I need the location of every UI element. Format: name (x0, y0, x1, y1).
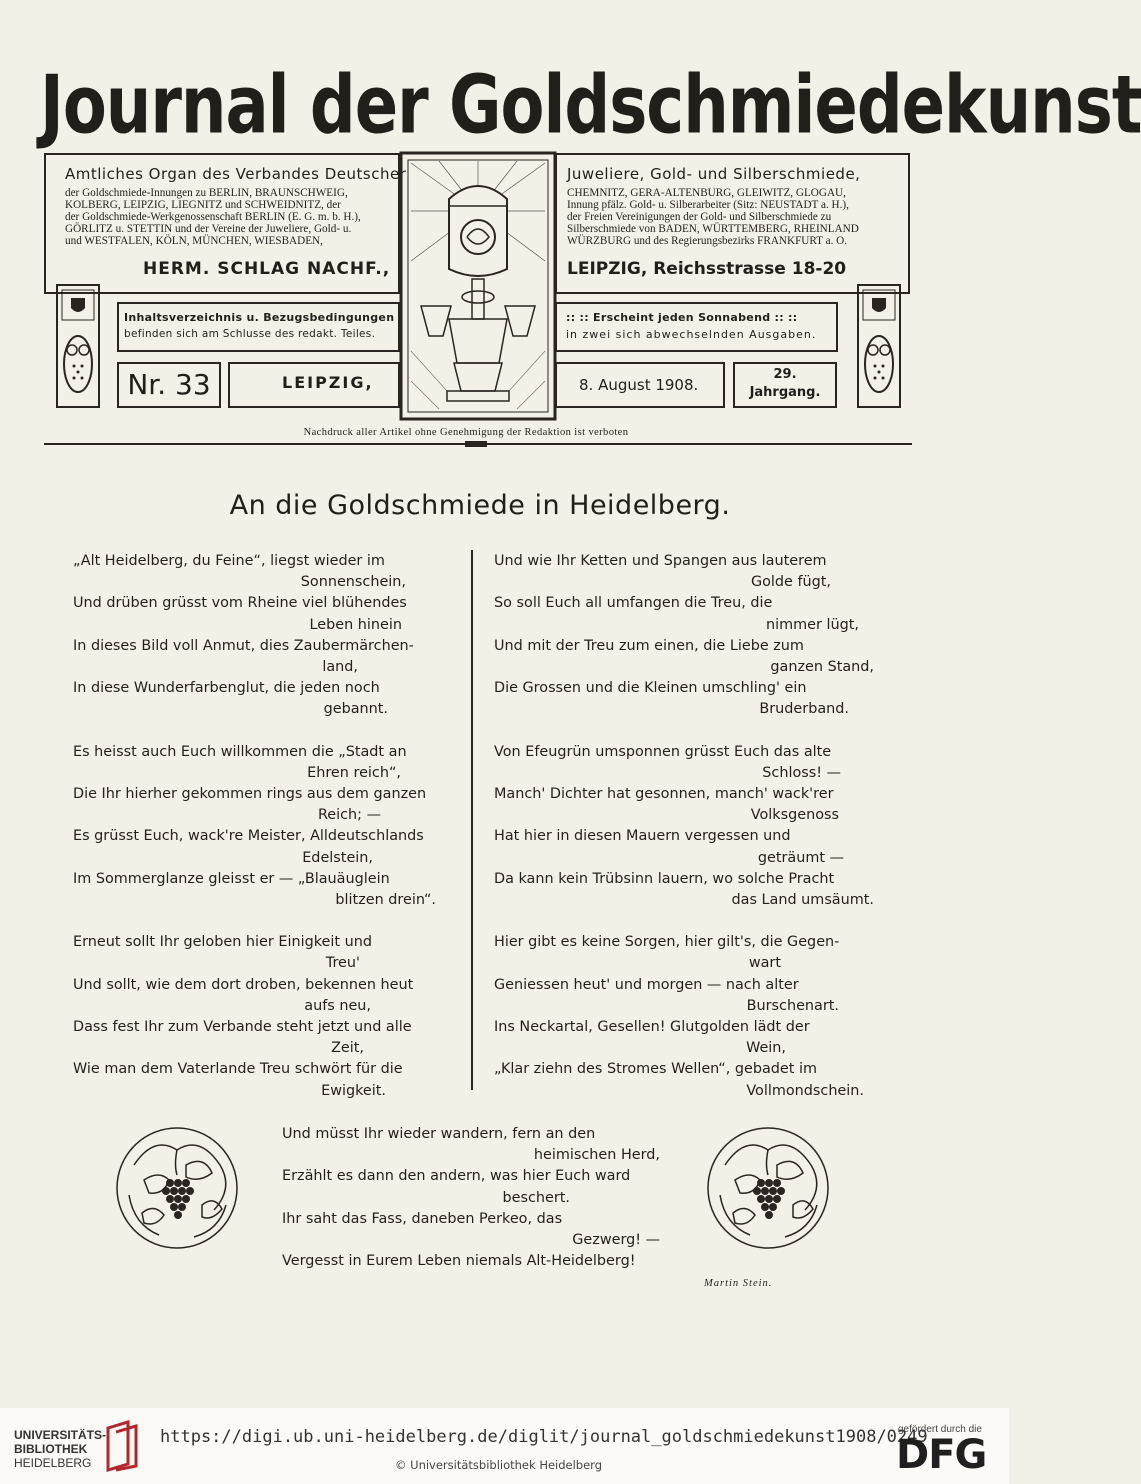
library-name-line: UNIVERSITÄTS- (14, 1428, 107, 1442)
journal-title: Journal der Goldschmiedekunst (40, 60, 1141, 153)
poem-author: Martin Stein. (704, 1278, 773, 1289)
poem-final-stanza (282, 1124, 665, 1272)
citation-url[interactable]: https://digi.ub.uni-heidelberg.de/diglit/journal_goldschmiedekunst1908/0249 (160, 1427, 928, 1447)
verse-continuation: das Land umsäumt. (731, 892, 874, 909)
publisher-address: LEIPZIG, Reichsstrasse 18-20 (567, 259, 847, 279)
issue-number: Nr. 33 (127, 368, 211, 401)
verse-line: Und mit der Treu zum einen, die Liebe zum (494, 637, 804, 654)
left-header-lines (65, 187, 361, 247)
volume-label: Jahrgang. (749, 385, 821, 400)
verse-continuation: wart (748, 955, 781, 972)
verse-line: Und drüben grüsst vom Rheine viel blühendes (73, 595, 407, 612)
stanza (73, 742, 456, 912)
verse-line: „Klar ziehn des Stromes Wellen“, gebadet im (494, 1061, 818, 1078)
verse-continuation: Gezwerg! — (572, 1232, 660, 1249)
verse-continuation: Ehren reich“, (307, 764, 401, 781)
verse-line: Geniessen heut' und morgen — nach alter (494, 976, 799, 993)
verse-line: Hat hier in diesen Mauern vergessen und (494, 828, 791, 845)
column-divider (471, 550, 473, 1090)
poem-left-column (73, 551, 456, 1123)
left-header-title: Amtliches Organ des Verbandes Deutscher (65, 165, 407, 183)
right-header-lines (567, 187, 859, 247)
verse-line: Es heisst auch Euch willkommen die „Stadt an (73, 743, 407, 760)
owl-ornament-left (56, 284, 100, 408)
verse-continuation: Bruderband. (759, 701, 849, 718)
right-header-line: Silberschmiede von BADEN, WÜRTTEMBERG, RHEINLAND (567, 223, 859, 235)
verse-line: Erzählt es dann den andern, was hier Euch ward (282, 1168, 631, 1185)
verse-continuation: Golde fügt, (750, 574, 831, 591)
contents-box-text (124, 309, 394, 343)
place: LEIPZIG, (282, 373, 374, 392)
verse-line: Erneut sollt Ihr geloben hier Einigkeit und (73, 934, 372, 951)
owl-ornament-right (857, 284, 901, 408)
issue-date: 8. August 1908. (579, 376, 699, 394)
verse-continuation: geträumt — (757, 849, 844, 866)
right-header-line: Innung pfälz. Gold- u. Silberarbeiter (Sitz: NEUSTADT a. H.), (567, 199, 849, 211)
verse-line: Von Efeugrün umsponnen grüsst Euch das alte (494, 743, 832, 760)
verse-continuation: gebannt. (323, 701, 388, 718)
right-header-line: CHEMNITZ, GERA-ALTENBURG, GLEIWITZ, GLOGAU, (567, 187, 846, 199)
stanza (73, 551, 456, 721)
verse-line: „Alt Heidelberg, du Feine“, liegst wieder im (73, 553, 385, 569)
verse-continuation: Reich; — (317, 807, 381, 824)
left-header-line: KOLBERG, LEIPZIG, LIEGNITZ und SCHWEIDNITZ, der (65, 199, 341, 211)
grape-vine-ornament-right (705, 1125, 831, 1251)
verse-continuation: beschert. (502, 1189, 570, 1206)
left-header-line: der Goldschmiede-Werkgenossenschaft BERLIN (E. G. m. b. H.), (65, 211, 361, 223)
verse-line: Ins Neckartal, Gesellen! Glutgolden lädt der (494, 1019, 810, 1036)
reprint-notice: Nachdruck aller Artikel ohne Genehmigung der Redaktion ist verboten (303, 427, 629, 438)
right-header-line: der Freien Vereinigungen der Gold- und Silberschmiede zu (567, 211, 832, 223)
verse-continuation: Sonnenschein, (300, 574, 406, 591)
verse-continuation: blitzen drein“. (335, 892, 436, 909)
contents-line: befinden sich am Schlusse des redakt. Teiles. (124, 328, 376, 340)
volume (733, 366, 837, 402)
verse-line: In diese Wunderfarbenglut, die jeden noch (73, 680, 380, 697)
publisher-name: HERM. SCHLAG NACHF., (143, 259, 391, 279)
contents-line: Inhaltsverzeichnis u. Bezugsbedingungen (124, 311, 395, 324)
verse-continuation: Zeit, (331, 1040, 364, 1057)
stanza (494, 932, 879, 1102)
verse-line: Es grüsst Euch, wack're Meister, Alldeutschlands (73, 828, 424, 845)
verse-continuation: land, (322, 659, 358, 676)
verse-continuation: nimmer lügt, (766, 616, 859, 633)
library-logo-icon (102, 1420, 142, 1472)
copyright-notice: © Universitätsbibliothek Heidelberg (395, 1458, 603, 1472)
header-rule-center (465, 441, 487, 447)
verse-continuation: ganzen Stand, (770, 659, 874, 676)
verse-continuation: Burschenart. (746, 997, 839, 1014)
verse-line: Wie man dem Vaterlande Treu schwört für die (73, 1061, 403, 1078)
schedule-line: in zwei sich abwechselnden Ausgaben. (566, 328, 817, 341)
verse-continuation: Leben hinein (309, 616, 402, 633)
verse-line: In dieses Bild voll Anmut, dies Zaubermärchen- (73, 637, 414, 654)
verse-line: Da kann kein Trübsinn lauern, wo solche Pracht (494, 870, 835, 887)
schedule-line: :: :: Erscheint jeden Sonnabend :: :: (566, 311, 798, 324)
verse-line: Ihr saht das Fass, daneben Perkeo, das (282, 1210, 563, 1227)
verse-continuation: Treu' (325, 955, 360, 972)
right-header-line: WÜRZBURG und des Regierungsbezirks FRANKFURT a. O. (567, 235, 848, 247)
right-header-title: Juweliere, Gold- und Silberschmiede, (567, 165, 861, 183)
poem-right-column (494, 551, 879, 1123)
verse-line: Und sollt, wie dem dort droben, bekennen heut (73, 976, 414, 993)
verse-continuation: Vollmondschein. (746, 1082, 864, 1099)
goblet-ornament (399, 151, 557, 421)
verse-continuation: Schloss! — (762, 764, 841, 781)
stanza (494, 742, 879, 912)
verse-line: Die Grossen und die Kleinen umschling' ein (494, 680, 807, 697)
schedule-box-text (566, 309, 816, 343)
verse-continuation: Wein, (746, 1040, 786, 1057)
library-name-line: HEIDELBERG (14, 1456, 92, 1470)
verse-continuation: Edelstein, (302, 849, 373, 866)
verse-line: Und wie Ihr Ketten und Spangen aus lauterem (494, 553, 827, 569)
verse-line: Die Ihr hierher gekommen rings aus dem ganzen (73, 786, 427, 803)
verse-continuation: Ewigkeit. (321, 1082, 386, 1099)
stanza (73, 932, 456, 1102)
verse-line: Und müsst Ihr wieder wandern, fern an den (282, 1126, 596, 1142)
funding-note: gefördert durch die (898, 1424, 982, 1435)
verse-line: Hier gibt es keine Sorgen, hier gilt's, die Gegen- (494, 934, 840, 951)
verse-continuation: heimischen Herd, (533, 1147, 660, 1164)
library-logo-text (14, 1428, 106, 1470)
left-header-line: der Goldschmiede-Innungen zu BERLIN, BRAUNSCHWEIG, (65, 187, 348, 199)
volume-number: 29. (773, 367, 797, 382)
verse-line: Vergesst in Eurem Leben niemals Alt-Heidelberg! (282, 1253, 636, 1270)
grape-vine-ornament-left (114, 1125, 240, 1251)
verse-line: So soll Euch all umfangen die Treu, die (494, 595, 773, 612)
verse-continuation: Volksgenoss (750, 807, 839, 824)
left-header-line: GÖRLITZ u. STETTIN und der Vereine der Juweliere, Gold- u. (65, 223, 352, 235)
verse-line: Dass fest Ihr zum Verbande steht jetzt und alle (73, 1019, 412, 1036)
left-header-line: und WESTFALEN, KÖLN, MÜNCHEN, WIESBADEN, (65, 235, 323, 247)
poem-title: An die Goldschmiede in Heidelberg. (229, 490, 731, 521)
verse-continuation: aufs neu, (304, 997, 371, 1014)
stanza (494, 551, 879, 721)
verse-line: Im Sommerglanze gleisst er — „Blauäuglein (73, 870, 390, 887)
dfg-logo: DFG (896, 1432, 987, 1478)
verse-line: Manch' Dichter hat gesonnen, manch' wack'rer (494, 786, 834, 803)
library-name-line: BIBLIOTHEK (14, 1442, 88, 1456)
